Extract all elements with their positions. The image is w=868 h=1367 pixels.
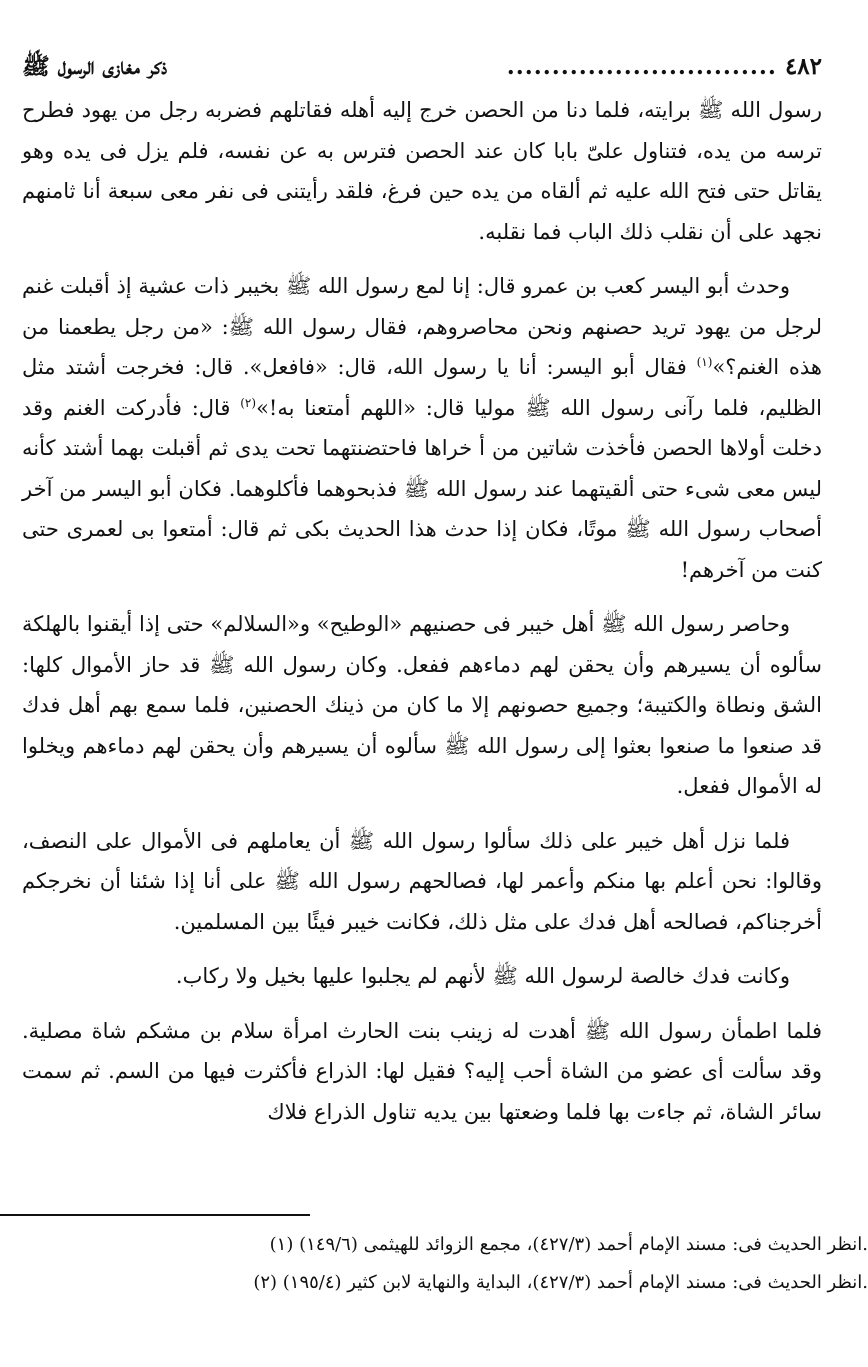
footnote: (١) انظر الحديث فى: مسند الإمام أحمد (٤٢٧/٣)، مجمع الزوائد للهيثمى (١٤٩/٦). xyxy=(269,1234,868,1255)
paragraph: وكانت فدك خالصة لرسول الله ﷺ لأنهم لم يجلبوا عليها بخيل ولا ركاب. xyxy=(175,964,790,988)
book-page xyxy=(22,44,822,1146)
paragraph xyxy=(22,266,822,590)
paragraph-text: قال: فأدركت الغنم وقد دخلت أولاها الحصن فأخذت شاتين من أ خراها فاحتضنتهما تحت يدى ثم أقبلت بهما أشتد كأنه ليس معى شىء حتى ألقيتهما عند رسول الله ﷺ فذبحوهما فأكلوهما. فكان أبو اليسر من آخر أصحاب رسول الله ﷺ موتًا، فكان إذا حدث هذا الحديث بكى ثم قال: أمتعوا بى لعمرى حتى كنت من آخرهم! xyxy=(22,395,822,582)
header-leader-dots: .............................. xyxy=(506,53,777,80)
page-header xyxy=(22,44,822,90)
paragraph: وحاصر رسول الله ﷺ أهل خيبر فى حصنيهم «الوطيح» و«السلالم» حتى إذا أيقنوا بالهلكة سألوه أن يسيرهم وأن يحقن لهم دماءهم ففعل. وكان رسول الله ﷺ قد حاز الأموال كلها: الشق ونطاة والكتيبة؛ وجميع حصونهم إلا ما كان من ذينك الحصنين، فلما سمع بهم أهل فدك قد صنعوا ما صنعوا بعثوا إلى رسول الله ﷺ سألوه أن يسيرهم وأن يحقن لهم دماءهم ويخلوا له الأموال ففعل. xyxy=(22,612,822,798)
footnote-marker: (٢) xyxy=(240,395,257,410)
running-title: ذكر مغازى الرسول ﷺ xyxy=(22,53,168,80)
footnote-separator xyxy=(0,1214,310,1216)
footnotes xyxy=(68,1226,868,1302)
page-number: ٤٨٢ xyxy=(784,53,822,80)
paragraph-text: فقال أبو اليسر: أنا يا رسول الله، قال: «فافعل». قال: فخرجت أشتد مثل الظليم، فلما رآنى رسول الله ﷺ موليا قال: «اللهم أمتعنا به!» xyxy=(22,355,822,420)
main-text xyxy=(22,90,822,1132)
paragraph: فلما نزل أهل خيبر على ذلك سألوا رسول الله ﷺ أن يعاملهم فى الأموال على النصف، وقالوا: نحن أعلم بها منكم وأعمر لها، فصالحهم رسول الله ﷺ على أنا إذا شئنا أن نخرجكم أخرجناكم، فصالحه أهل فدك على مثل ذلك، فكانت خيبر فيئًا بين المسلمين. xyxy=(22,828,822,934)
footnote-marker: (١) xyxy=(696,355,713,369)
footnote: (٢) انظر الحديث فى: مسند الإمام أحمد (٤٢٧/٣)، البداية والنهاية لابن كثير (١٩٥/٤). xyxy=(253,1272,868,1293)
paragraph: فلما اطمأن رسول الله ﷺ أهدت له زينب بنت الحارث امرأة سلام بن مشكم شاة مصلية. وقد سألت أى عضو من الشاة أحب إليه؟ فقيل لها: الذراع فأكثرت فيها من السم. ثم سمت سائر الشاة، ثم جاءت بها فلما وضعتها بين يديه تناول الذراع فلاك xyxy=(22,1018,822,1124)
paragraph-text: وحدث أبو اليسر كعب بن عمرو قال: إنا لمع رسول الله ﷺ بخيبر ذات عشية إذ أقبلت غنم لرجل من يهود تريد حصنهم ونحن محاصروهم، فقال رسول الله ﷺ: «من رجل يطعمنا من هذه الغنم؟» xyxy=(22,274,822,379)
paragraph: رسول الله ﷺ برايته، فلما دنا من الحصن خرج إليه أهله فقاتلهم فضربه رجل من يهود فطرح ترسه من يده، فتناول علىّ بابا كان عند الحصن فترس به عن نفسه، فلم يزل فى يده وهو يقاتل حتى فتح الله عليه ثم ألقاه من يده حين فرغ، فلقد رأيتنى فى نفر معى سبعة أنا ثامنهم نجهد على أن نقلب ذلك الباب فما نقلبه. xyxy=(22,98,822,244)
